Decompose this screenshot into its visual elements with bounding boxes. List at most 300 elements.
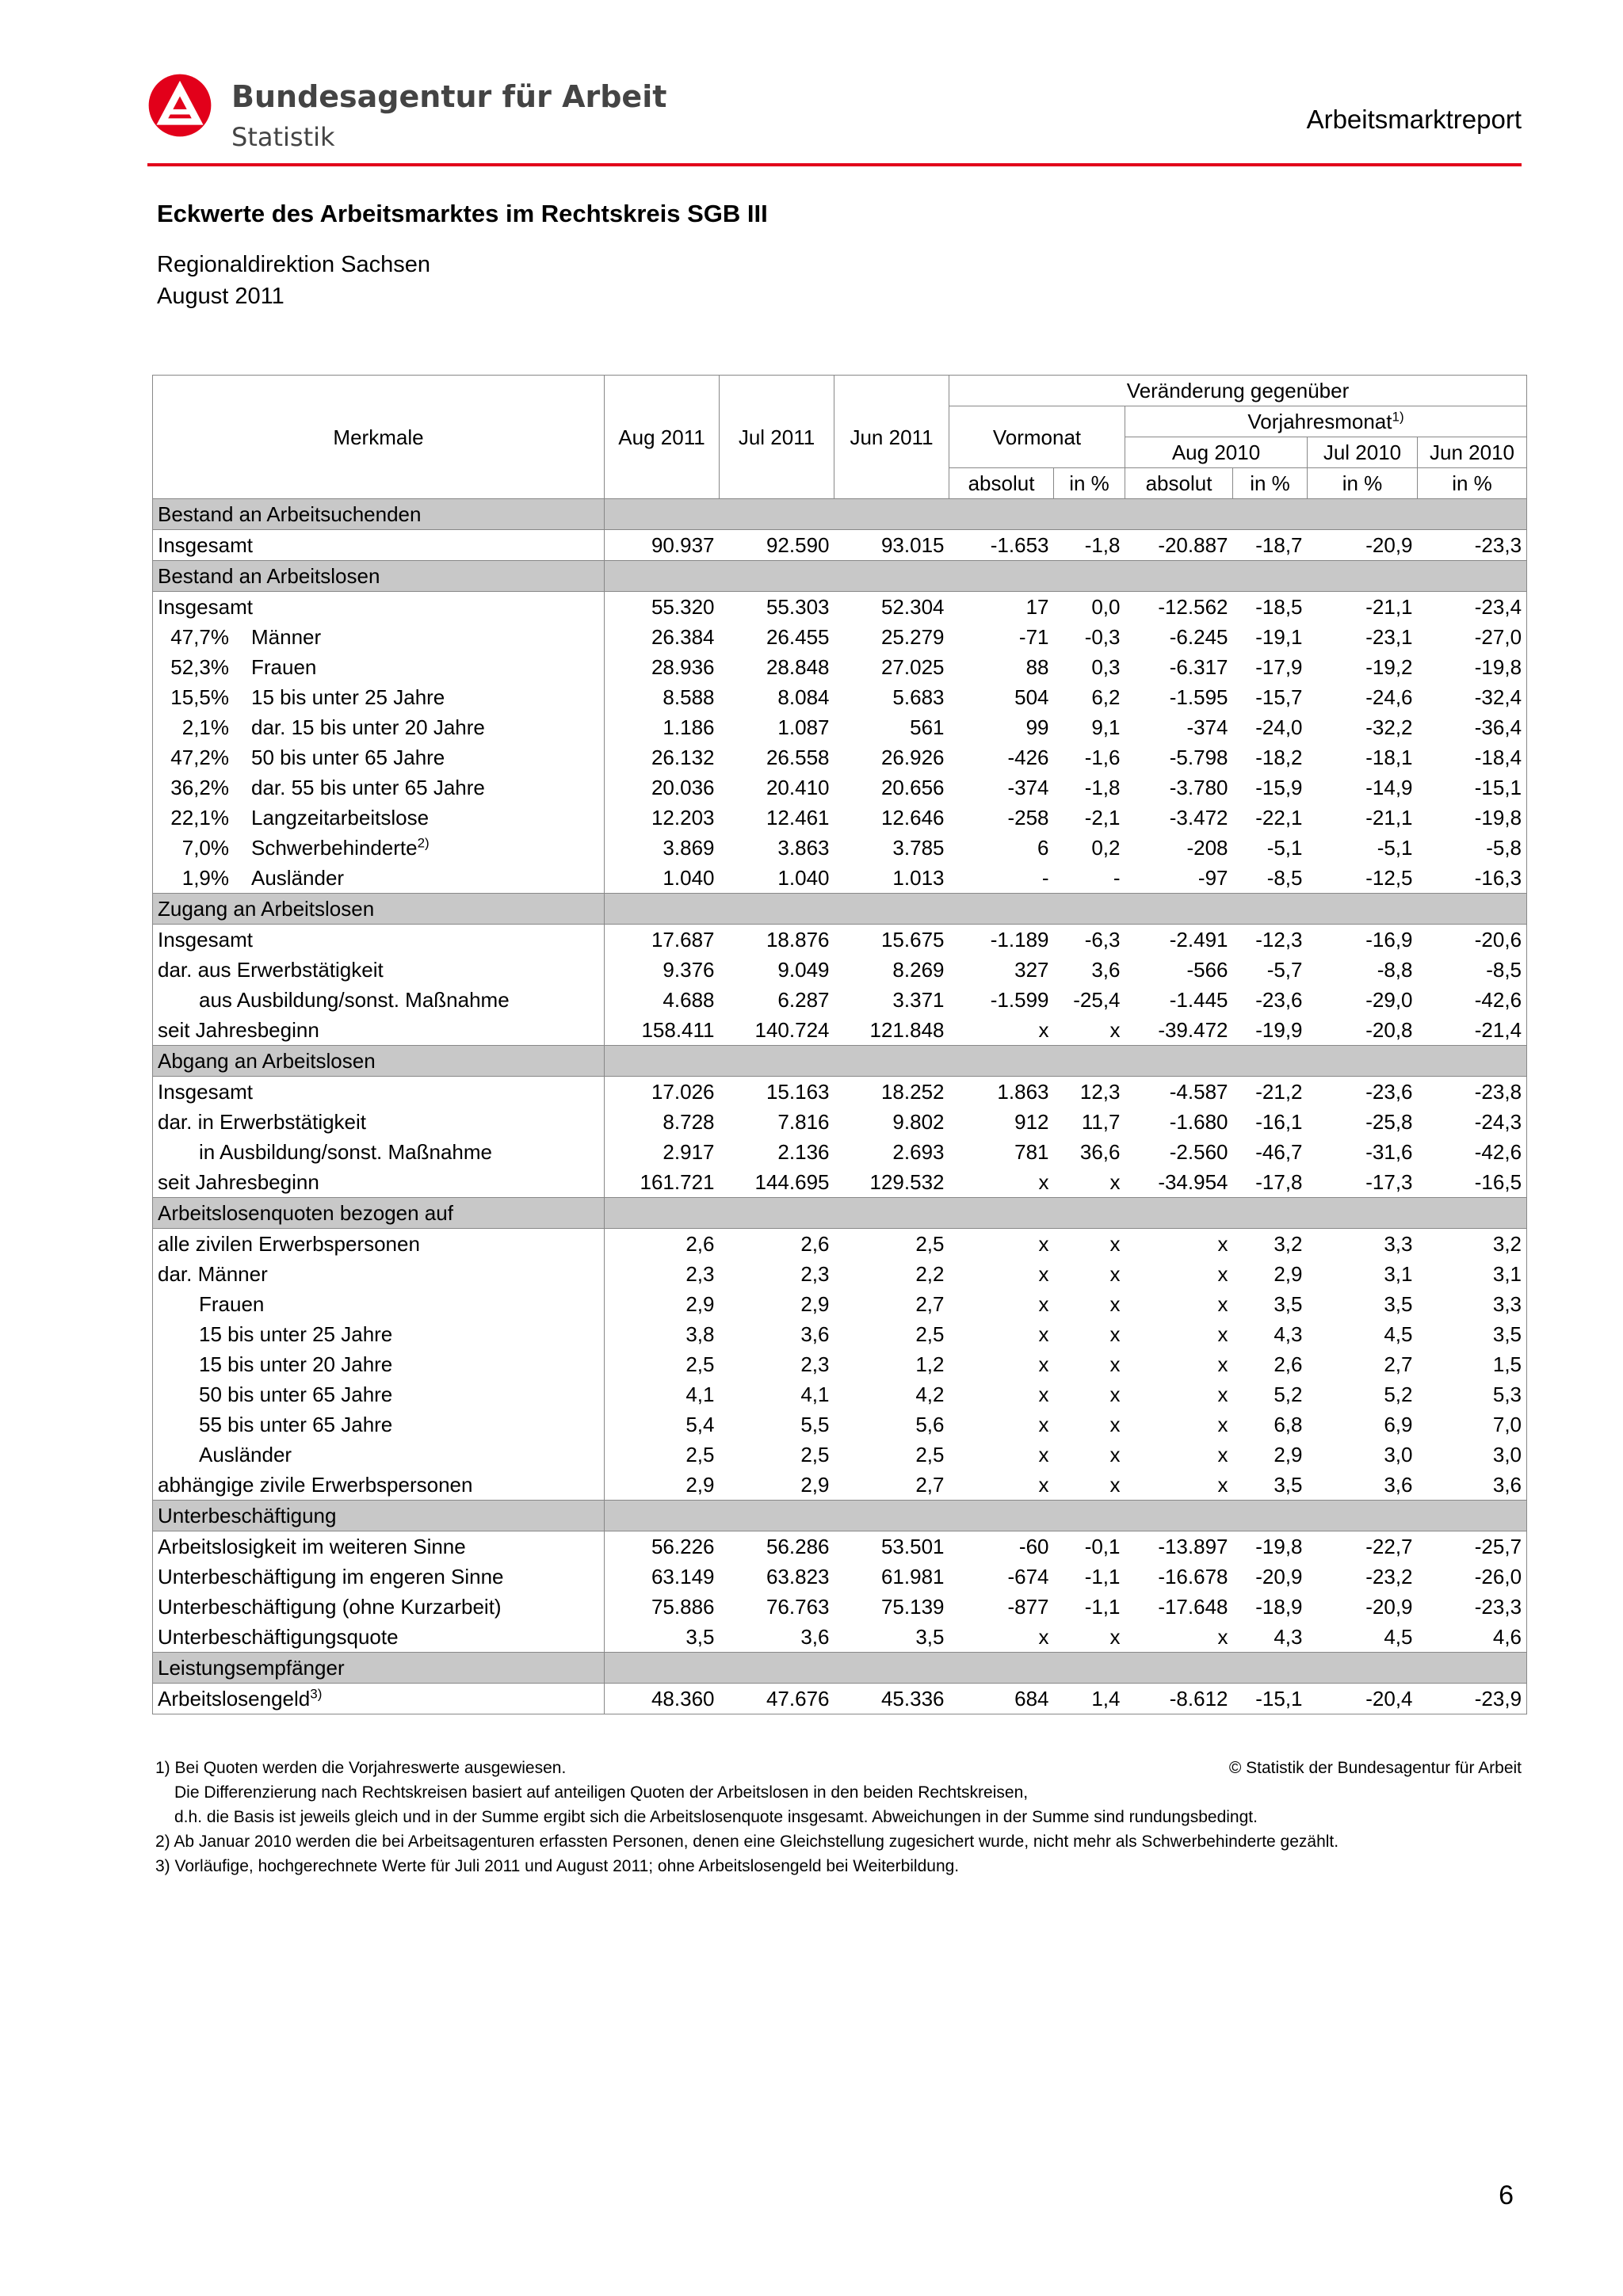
page-number: 6 [1499, 2180, 1514, 2210]
value-cell: -36,4 [1418, 712, 1527, 742]
row-label [153, 1409, 605, 1440]
table-row [153, 1531, 1527, 1562]
label-text: dar. aus Erwerbstätigkeit [158, 958, 384, 982]
value-cell: 7,0 [1418, 1409, 1527, 1440]
value-cell: x [1109, 1383, 1121, 1406]
value-cell: -8.612 [1125, 1684, 1233, 1714]
value-cell: 140.724 [754, 1018, 830, 1042]
value-cell: 75.886 [651, 1595, 715, 1619]
table-row [153, 1229, 1527, 1260]
value-cell: 18.252 [880, 1080, 945, 1104]
value-cell: -1,8 [1084, 776, 1121, 799]
row-label [153, 863, 605, 894]
value-cell: x [1217, 1322, 1228, 1346]
header-pct-jul2010: in % [1308, 468, 1418, 499]
value-cell: -24,0 [1255, 715, 1303, 739]
section-header [153, 1653, 1527, 1684]
value-cell: x [1038, 1383, 1049, 1406]
share-percent: 22,1% [170, 806, 229, 830]
table-row [153, 772, 1527, 803]
section-header [153, 561, 1527, 592]
section-header [153, 1046, 1527, 1077]
label-text: Unterbeschäftigung (ohne Kurzarbeit) [158, 1595, 502, 1619]
value-cell: x [1038, 1413, 1049, 1436]
value-cell: 4.688 [663, 988, 715, 1012]
row-label [153, 1259, 605, 1289]
table-row [153, 1592, 1527, 1622]
value-cell: -15,7 [1255, 685, 1303, 709]
value-cell: -1.653 [990, 533, 1049, 557]
value-cell: -60 [1018, 1535, 1049, 1558]
value-cell: -8,5 [1418, 955, 1527, 985]
header-vormonat: Vormonat [949, 406, 1125, 468]
value-cell: 5,3 [1418, 1379, 1527, 1409]
value-cell: x [1038, 1473, 1049, 1497]
value-cell: 2,9 [685, 1292, 715, 1316]
value-cell: x [1038, 1443, 1049, 1466]
label-text: Unterbeschäftigung im engeren Sinne [158, 1565, 504, 1589]
table-row [153, 1107, 1527, 1137]
value-cell: x [1109, 1292, 1121, 1316]
value-cell: -42,6 [1418, 1137, 1527, 1167]
value-cell: -2,1 [1084, 806, 1121, 830]
table-row [153, 955, 1527, 985]
value-cell: x [1038, 1232, 1049, 1256]
value-cell: x [1217, 1625, 1228, 1649]
row-label [153, 1470, 605, 1501]
value-cell: x [1109, 1170, 1121, 1194]
label-text: Frauen [199, 1292, 265, 1316]
value-cell: -21,4 [1418, 1015, 1527, 1046]
value-cell: 12,3 [1079, 1080, 1121, 1104]
page-title: Eckwerte des Arbeitsmarktes im Rechtskreis SGB III [157, 200, 768, 227]
value-cell: x [1109, 1322, 1121, 1346]
share-percent: 1,9% [181, 866, 229, 890]
table-row [153, 1622, 1527, 1653]
section-fill [605, 1198, 1527, 1229]
value-cell: -20,9 [1255, 1565, 1303, 1589]
value-cell: -46,7 [1255, 1140, 1303, 1164]
value-cell: -1,1 [1084, 1595, 1121, 1619]
value-cell: 0,0 [1091, 595, 1121, 619]
value-cell: 1.186 [663, 715, 715, 739]
value-cell: 36,6 [1079, 1140, 1121, 1164]
value-cell: 12.646 [880, 806, 945, 830]
value-cell: 2,9 [1274, 1262, 1303, 1286]
footnote-line: 2) Ab Januar 2010 werden die bei Arbeitsagenturen erfassten Personen, denen eine Gleichstellung zugesichert wurde, nicht mehr als Schwerbehinderte gezählt. [155, 1833, 1339, 1851]
value-cell: -16.678 [1158, 1565, 1228, 1589]
value-cell: 3,6 [1384, 1473, 1413, 1497]
value-cell: 2.136 [777, 1140, 830, 1164]
header-pct-aug2010: in % [1233, 468, 1308, 499]
value-cell: -13.897 [1158, 1535, 1228, 1558]
section-fill [605, 499, 1527, 530]
value-cell: 3,6 [800, 1625, 830, 1649]
value-cell: -3.472 [1169, 806, 1228, 830]
value-cell: -0,1 [1084, 1535, 1121, 1558]
value-cell: 3,6 [1418, 1470, 1527, 1501]
footnote-line: 3) Vorläufige, hochgerechnete Werte für Juli 2011 und August 2011; ohne Arbeitslosengeld bei Weiterbildung. [155, 1857, 960, 1875]
label-text: Ausländer [199, 1443, 292, 1466]
label-text: Unterbeschäftigungsquote [158, 1625, 399, 1649]
value-cell: 5,2 [1384, 1383, 1413, 1406]
table-row [153, 833, 1527, 863]
org-subtitle: Statistik [231, 122, 335, 152]
value-cell: x [1038, 1322, 1049, 1346]
row-label [153, 1319, 605, 1349]
value-cell: -21,2 [1255, 1080, 1303, 1104]
row-label [153, 985, 605, 1015]
value-cell: -20.887 [1158, 533, 1228, 557]
row-label [153, 1289, 605, 1319]
label-text: in Ausbildung/sonst. Maßnahme [199, 1140, 492, 1164]
share-percent: 47,7% [170, 625, 229, 649]
row-label [153, 1229, 605, 1260]
value-cell: -25,8 [1365, 1110, 1413, 1134]
value-cell: 88 [1025, 655, 1049, 679]
value-cell: 48.360 [605, 1684, 720, 1714]
value-cell: 4,1 [685, 1383, 715, 1406]
share-percent: 36,2% [170, 776, 229, 799]
table-row [153, 1319, 1527, 1349]
value-cell: -97 [1197, 866, 1228, 890]
table-row [153, 1440, 1527, 1470]
value-cell: -32,4 [1418, 682, 1527, 712]
value-cell: 6,8 [1274, 1413, 1303, 1436]
value-cell: 4,3 [1274, 1322, 1303, 1346]
label-text: Insgesamt [158, 595, 253, 619]
value-cell: -3.780 [1169, 776, 1228, 799]
value-cell: 3.863 [777, 836, 830, 860]
value-cell: 11,7 [1081, 1110, 1121, 1134]
value-cell: 3,1 [1418, 1259, 1527, 1289]
label-text: seit Jahresbeginn [158, 1018, 319, 1042]
value-cell: 12.203 [651, 806, 715, 830]
row-label [153, 1077, 605, 1108]
section-header [153, 1198, 1527, 1229]
value-cell: 92.590 [766, 533, 830, 557]
value-cell: 8.728 [663, 1110, 715, 1134]
value-cell: 912 [1014, 1110, 1049, 1134]
section-title: Bestand an Arbeitslosen [153, 561, 605, 592]
value-cell: 9.049 [777, 958, 830, 982]
value-cell: 53.501 [880, 1535, 945, 1558]
table-row [153, 1349, 1527, 1379]
share-percent: 2,1% [181, 715, 229, 739]
value-cell: 3,5 [1274, 1292, 1303, 1316]
header-aug2010: Aug 2010 [1125, 437, 1308, 468]
value-cell: 28.848 [766, 655, 830, 679]
value-cell: 504 [1014, 685, 1049, 709]
value-cell: 15.163 [766, 1080, 830, 1104]
copyright: © Statistik der Bundesagentur für Arbeit [1228, 1759, 1522, 1777]
value-cell: -19,1 [1255, 625, 1303, 649]
table-row [153, 1684, 1527, 1714]
value-cell: -19,2 [1365, 655, 1413, 679]
table-row [153, 622, 1527, 652]
table-row [153, 1289, 1527, 1319]
value-cell: 2,7 [915, 1292, 945, 1316]
row-label [153, 803, 605, 833]
section-title: Unterbeschäftigung [153, 1501, 605, 1531]
row-label [153, 592, 605, 623]
row-label [153, 682, 605, 712]
value-cell: x [1109, 1018, 1121, 1042]
value-cell: -23,6 [1255, 988, 1303, 1012]
header-veraenderung: Veränderung gegenüber [949, 376, 1527, 406]
value-cell: 2,6 [800, 1232, 830, 1256]
footnote-line: Die Differenzierung nach Rechtskreisen basiert auf anteiligen Quoten der Arbeitslosen in den beiden Rechtskreisen, [174, 1783, 1029, 1802]
value-cell: -1.445 [1169, 988, 1228, 1012]
section-fill [605, 894, 1527, 925]
value-cell: x [1038, 1292, 1049, 1316]
row-label [153, 1562, 605, 1592]
value-cell: 5,6 [915, 1413, 945, 1436]
value-cell: 1.087 [777, 715, 830, 739]
value-cell: 158.411 [641, 1018, 715, 1042]
row-label [153, 925, 605, 955]
table-row [153, 1259, 1527, 1289]
value-cell: x [1217, 1292, 1228, 1316]
value-cell: 52.304 [880, 595, 945, 619]
value-cell: 5,5 [800, 1413, 830, 1436]
value-cell: 2.917 [663, 1140, 715, 1164]
value-cell: 2,5 [915, 1443, 945, 1466]
row-label [153, 833, 605, 863]
value-cell: 0,3 [1091, 655, 1121, 679]
label-text: Männer [251, 625, 322, 649]
value-cell: -6,3 [1084, 928, 1121, 952]
label-text: Insgesamt [158, 1080, 253, 1104]
value-cell: -23,8 [1418, 1077, 1527, 1108]
value-cell: 26.132 [651, 746, 715, 769]
value-cell: 3.371 [892, 988, 945, 1012]
footnote-ref: 2) [417, 835, 430, 851]
value-cell: 9,1 [1091, 715, 1121, 739]
value-cell: 99 [1025, 715, 1049, 739]
value-cell: -23,9 [1418, 1684, 1527, 1714]
section-fill [605, 1501, 1527, 1531]
value-cell: 2,9 [685, 1473, 715, 1497]
value-cell: 55.303 [766, 595, 830, 619]
value-cell: -16,1 [1255, 1110, 1303, 1134]
value-cell: 6,9 [1384, 1413, 1413, 1436]
value-cell: 2,7 [1384, 1352, 1413, 1376]
value-cell: 3,5 [915, 1625, 945, 1649]
label-text: dar. in Erwerbstätigkeit [158, 1110, 367, 1134]
value-cell: -1,8 [1084, 533, 1121, 557]
value-cell: -12.562 [1158, 595, 1228, 619]
value-cell: -31,6 [1365, 1140, 1413, 1164]
value-cell: -6.245 [1169, 625, 1228, 649]
section-fill [605, 1046, 1527, 1077]
table-row [153, 652, 1527, 682]
value-cell: 63.823 [766, 1565, 830, 1589]
value-cell: -25,7 [1418, 1531, 1527, 1562]
header-absolut-aug2010: absolut [1125, 468, 1233, 499]
label-text: abhängige zivile Erwerbspersonen [158, 1473, 473, 1497]
value-cell: -1.599 [990, 988, 1049, 1012]
value-cell: 2,3 [800, 1262, 830, 1286]
value-cell: -1,6 [1084, 746, 1121, 769]
value-cell: x [1038, 1262, 1049, 1286]
row-label [153, 1622, 605, 1653]
label-text: dar. Männer [158, 1262, 268, 1286]
share-percent: 7,0% [181, 836, 229, 860]
row-label [153, 742, 605, 772]
value-cell: -23,3 [1418, 1592, 1527, 1622]
table-row [153, 925, 1527, 955]
value-cell: 3,5 [1418, 1319, 1527, 1349]
value-cell: 144.695 [754, 1170, 830, 1194]
value-cell: -16,5 [1418, 1167, 1527, 1198]
value-cell: 25.279 [880, 625, 945, 649]
value-cell: -1,1 [1084, 1565, 1121, 1589]
row-label [153, 622, 605, 652]
value-cell: 1.040 [777, 866, 830, 890]
value-cell: x [1217, 1352, 1228, 1376]
table-row [153, 592, 1527, 623]
value-cell: 55.320 [651, 595, 715, 619]
value-cell: -0,3 [1084, 625, 1121, 649]
value-cell: -1.680 [1169, 1110, 1228, 1134]
value-cell: 2,5 [685, 1443, 715, 1466]
value-cell: 3,2 [1418, 1229, 1527, 1260]
table-row [153, 1379, 1527, 1409]
value-cell: -18,1 [1365, 746, 1413, 769]
value-cell: -20,8 [1365, 1018, 1413, 1042]
value-cell: -23,4 [1418, 592, 1527, 623]
row-label [153, 772, 605, 803]
value-cell: -18,7 [1255, 533, 1303, 557]
value-cell: 4,5 [1384, 1322, 1413, 1346]
table-row [153, 1015, 1527, 1046]
value-cell: 6.287 [777, 988, 830, 1012]
label-text: Arbeitslosigkeit im weiteren Sinne [158, 1535, 466, 1558]
value-cell: -23,3 [1418, 530, 1527, 561]
table-row [153, 1470, 1527, 1501]
row-label [153, 530, 605, 561]
value-cell: 2.693 [892, 1140, 945, 1164]
value-cell: x [1038, 1625, 1049, 1649]
value-cell: 1.863 [997, 1080, 1049, 1104]
value-cell: 8.588 [663, 685, 715, 709]
value-cell: x [1109, 1473, 1121, 1497]
value-cell: -8,8 [1377, 958, 1413, 982]
value-cell: 3,6 [800, 1322, 830, 1346]
value-cell: 3,2 [1274, 1232, 1303, 1256]
header-absolut-vormonat: absolut [949, 468, 1054, 499]
header-vorjahresmonat: Vorjahresmonat$^{1)}$ [1125, 406, 1527, 437]
header-jun2011: Jun 2011 [834, 376, 949, 499]
value-cell: 3,1 [1384, 1262, 1413, 1286]
section-fill [605, 561, 1527, 592]
section-header [153, 894, 1527, 925]
value-cell: -17,9 [1255, 655, 1303, 679]
value-cell: - [1041, 866, 1049, 890]
value-cell: 4,1 [800, 1383, 830, 1406]
value-cell: x [1109, 1262, 1121, 1286]
value-cell: -20,4 [1308, 1684, 1418, 1714]
value-cell: 63.149 [651, 1565, 715, 1589]
value-cell: 3.869 [663, 836, 715, 860]
ba-logo [147, 73, 212, 138]
value-cell: -20,6 [1418, 925, 1527, 955]
value-cell: 17.026 [651, 1080, 715, 1104]
value-cell: 18.876 [766, 928, 830, 952]
value-cell: -25,4 [1073, 988, 1121, 1012]
value-cell: 2,3 [800, 1352, 830, 1376]
value-cell: 3,0 [1384, 1443, 1413, 1466]
value-cell: 3,3 [1418, 1289, 1527, 1319]
label-text: 50 bis unter 65 Jahre [251, 746, 445, 769]
row-label [153, 955, 605, 985]
value-cell: 4,3 [1274, 1625, 1303, 1649]
value-cell: 20.036 [651, 776, 715, 799]
value-cell: -26,0 [1418, 1562, 1527, 1592]
value-cell: -426 [1007, 746, 1049, 769]
value-cell: 4,2 [915, 1383, 945, 1406]
value-cell: -1.595 [1169, 685, 1228, 709]
value-cell: 26.384 [651, 625, 715, 649]
value-cell: -5,1 [1377, 836, 1413, 860]
value-cell: x [1217, 1473, 1228, 1497]
label-text: Insgesamt [158, 533, 253, 557]
value-cell: -877 [1007, 1595, 1049, 1619]
label-text: 15 bis unter 25 Jahre [199, 1322, 393, 1346]
value-cell: - [1113, 866, 1121, 890]
value-cell: 6 [1037, 836, 1049, 860]
value-cell: 75.139 [880, 1595, 945, 1619]
value-cell: 5,2 [1274, 1383, 1303, 1406]
row-label [153, 1015, 605, 1046]
header-jul2011: Jul 2011 [720, 376, 834, 499]
table-row [153, 682, 1527, 712]
header-pct-vormonat: in % [1054, 468, 1125, 499]
section-fill [605, 1653, 1527, 1684]
value-cell: 20.656 [880, 776, 945, 799]
row-label [153, 1349, 605, 1379]
value-cell: -18,9 [1255, 1595, 1303, 1619]
value-cell: 15.675 [880, 928, 945, 952]
value-cell: 3,3 [1384, 1232, 1413, 1256]
value-cell: -16,3 [1418, 863, 1527, 894]
value-cell: -19,9 [1255, 1018, 1303, 1042]
value-cell: 9.802 [892, 1110, 945, 1134]
value-cell: 27.025 [880, 655, 945, 679]
value-cell: 61.981 [880, 1565, 945, 1589]
value-cell: -23,2 [1365, 1565, 1413, 1589]
value-cell: -20,9 [1365, 1595, 1413, 1619]
value-cell: 1.013 [892, 866, 945, 890]
share-percent: 15,5% [170, 685, 229, 709]
value-cell: -15,9 [1255, 776, 1303, 799]
label-text: dar. 15 bis unter 20 Jahre [251, 715, 485, 739]
value-cell: -29,0 [1365, 988, 1413, 1012]
value-cell: 56.286 [766, 1535, 830, 1558]
value-cell: -17,8 [1255, 1170, 1303, 1194]
row-label [153, 1531, 605, 1562]
value-cell: -22,7 [1365, 1535, 1413, 1558]
label-text: alle zivilen Erwerbspersonen [158, 1232, 420, 1256]
value-cell: 2,6 [1274, 1352, 1303, 1376]
value-cell: 3,6 [1091, 958, 1121, 982]
value-cell: x [1217, 1232, 1228, 1256]
value-cell: 161.721 [640, 1170, 715, 1194]
org-name: Bundesagentur für Arbeit [231, 79, 667, 114]
value-cell: -34.954 [1158, 1170, 1228, 1194]
label-text: dar. 55 bis unter 65 Jahre [251, 776, 485, 799]
